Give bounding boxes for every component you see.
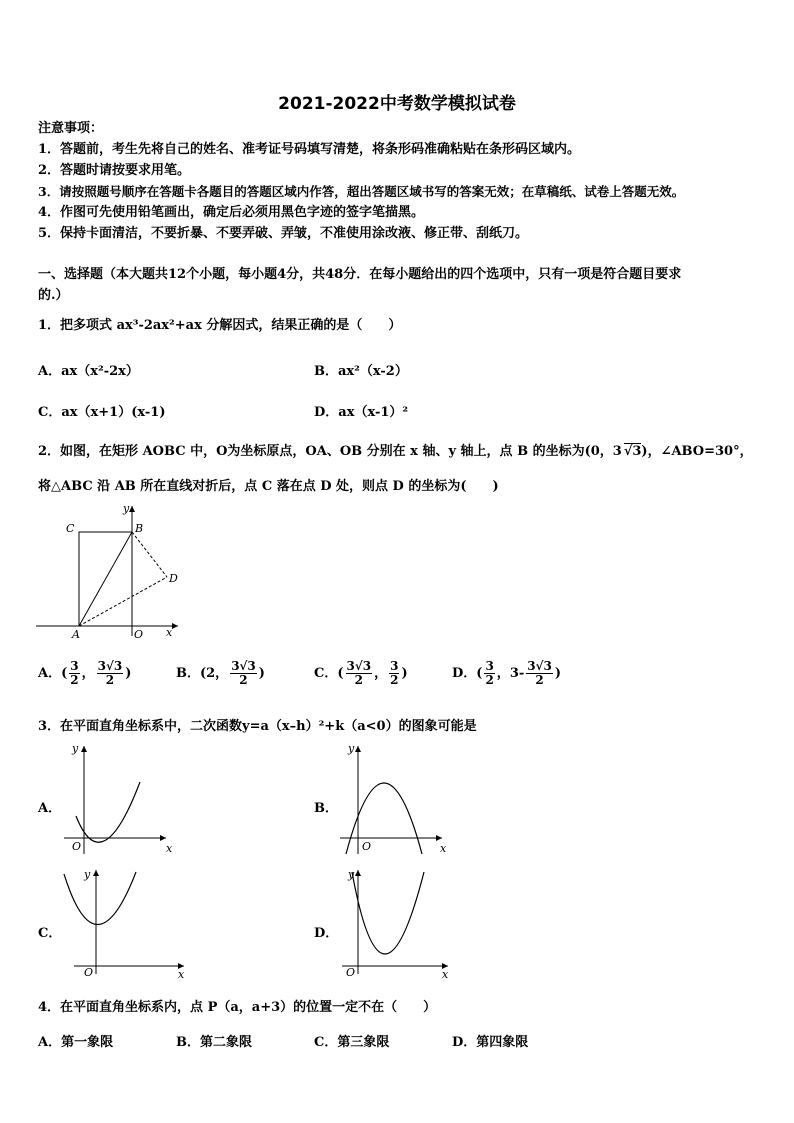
q2-a-frac2 <box>97 660 124 687</box>
q3c-x-label: x <box>178 968 185 981</box>
page-title: 2021-2022中考数学模拟试卷 <box>278 94 516 114</box>
q2-sqrt-value: 3 <box>632 444 642 459</box>
q3a-x-label: x <box>166 842 173 855</box>
q2-label-y: y <box>123 502 130 515</box>
q2-option-c <box>314 660 408 687</box>
q2-d-den1: 2 <box>485 673 494 687</box>
q3-option-b-label: B． <box>314 801 338 816</box>
q3b-y-arrow <box>355 746 361 752</box>
q2-label-a: A <box>72 628 80 641</box>
q2-d-comma: ， <box>496 666 510 681</box>
q2-c-den2: 2 <box>390 673 399 687</box>
q2-a-den2: 2 <box>105 673 115 687</box>
q3a-y-arrow <box>81 746 87 752</box>
q3-option-d-label: D． <box>314 926 339 941</box>
note-item-3: 3．请按照题号顺序在答题卡各题目的答题区域内作答，超出答题区域书写的答案无效；在草稿纸、试卷上答题无效。 <box>38 184 685 199</box>
q2-d-frac1 <box>484 660 494 687</box>
q2-b-den: 2 <box>239 673 248 687</box>
q3d-y-arrow <box>355 870 361 876</box>
q2-c-den1: 2 <box>354 673 363 687</box>
q3-option-c-label: C． <box>38 926 62 941</box>
q3d-origin: O <box>346 966 356 979</box>
q3b-parabola <box>346 783 422 854</box>
q2-x-arrow <box>172 623 178 629</box>
q3b-x-label: x <box>440 842 447 855</box>
q2-d-num1: 3 <box>485 659 494 673</box>
q2-c-num1: 3√3 <box>346 659 372 673</box>
q2-d-frac2 <box>526 660 553 687</box>
q2-option-d <box>452 660 561 687</box>
q2-figure <box>36 502 196 642</box>
q2-c-num2: 3 <box>390 659 399 673</box>
q2-stem-line1 <box>38 444 753 460</box>
section-heading-line1: 一、选择题（本大题共12个小题，每小题4分，共48分．在每小题给出的四个选项中，只有一项是符合题目要求 <box>38 267 682 282</box>
q3c-parabola <box>64 872 136 925</box>
q2-sqrt: √3 <box>623 444 642 459</box>
q3-stem: 3．在平面直角坐标系中，二次函数y=a（x–h）²+k（a<0）的图象可能是 <box>38 719 477 734</box>
q2-d-mid: 3- <box>509 666 525 681</box>
q4-option-b: B．第二象限 <box>176 1035 252 1050</box>
q2-stem-part2: )，∠ABO=30°， <box>641 444 753 459</box>
q2-dashed-bd <box>132 532 167 577</box>
q2-a-num2: 3√3 <box>97 659 123 673</box>
q4-stem: 4．在平面直角坐标系内，点 P（a，a+3）的位置一定不在（ ） <box>38 1000 437 1015</box>
q3c-y-arrow <box>93 870 99 876</box>
q2-b-close: ) <box>258 666 265 681</box>
q2-label-b: B <box>135 522 144 535</box>
q2-option-a <box>38 660 131 687</box>
q1-option-b: B．ax²（x-2） <box>314 364 408 379</box>
q2-c-comma: ， <box>374 666 388 681</box>
q2-a-den1: 2 <box>70 673 79 687</box>
q2-option-b <box>176 660 265 687</box>
q3c-y-label: y <box>84 868 91 881</box>
q3b-origin: O <box>362 840 372 853</box>
q3d-parabola <box>352 872 424 954</box>
q2-a-num1: 3 <box>70 659 79 673</box>
q2-label-x: x <box>166 626 173 639</box>
section-heading-line2: 的.） <box>38 288 69 303</box>
q2-a-comma: ， <box>81 666 95 681</box>
q2-b-num: 3√3 <box>231 659 256 673</box>
q2-stem-part1: 2．如图，在矩形 AOBC 中，O为坐标原点，OA、OB 分别在 x 轴、y 轴上，点 B 的坐标为(0，3 <box>38 444 622 459</box>
q2-d-label: D．( <box>452 666 483 681</box>
q3a-y-label: y <box>72 742 79 755</box>
q2-d-den2: 2 <box>535 673 544 687</box>
q3c-origin: O <box>84 966 94 979</box>
q3b-x-arrow <box>436 835 442 841</box>
q2-a-close: ) <box>125 666 132 681</box>
note-item-5: 5．保持卡面清洁，不要折暴、不要弄破、弄皱，不准使用涂改液、修正带、刮纸刀。 <box>38 226 529 241</box>
q2-b-label: B．(2， <box>176 666 229 681</box>
q3-graph-a <box>62 742 172 857</box>
q1-option-c: C．ax（x+1）(x-1) <box>38 405 166 420</box>
q3d-x-label: x <box>442 968 449 981</box>
q2-dashed-ad <box>79 577 167 626</box>
q2-d-close: ) <box>554 666 562 681</box>
q3-graph-d <box>338 866 458 981</box>
q3a-origin: O <box>72 840 82 853</box>
q3a-parabola <box>76 782 140 842</box>
q1-option-d: D．ax（x-1）² <box>314 405 409 420</box>
q3b-y-label: y <box>348 742 355 755</box>
q2-d-num2: 3√3 <box>527 659 552 673</box>
q2-y-arrow <box>129 506 135 512</box>
q2-c-frac2 <box>389 660 399 687</box>
q2-a-label: A．( <box>38 666 68 681</box>
notes-heading: 注意事项： <box>38 121 104 136</box>
q2-c-label: C．( <box>314 666 344 681</box>
q2-label-o: O <box>134 628 144 641</box>
q1-stem: 1．把多项式 ax³-2ax²+ax 分解因式，结果正确的是（ ） <box>38 318 402 333</box>
q2-label-d: D <box>169 572 178 585</box>
q2-a-frac1 <box>69 660 79 687</box>
q2-diagonal-ab <box>79 532 132 626</box>
q4-option-a: A．第一象限 <box>38 1035 114 1050</box>
q3-graph-b <box>338 742 448 857</box>
q3-graph-c <box>60 866 190 981</box>
q2-c-frac1 <box>346 660 373 687</box>
q2-stem-line2: 将△ABC 沿 AB 所在直线对折后，点 C 落在点 D 处，则点 D 的坐标为( ) <box>38 479 499 494</box>
note-item-2: 2．答题时请按要求用笔。 <box>38 163 191 178</box>
q4-option-d: D．第四象限 <box>452 1035 529 1050</box>
note-item-1: 1．答题前，考生先将自己的姓名、准考证号码填写清楚，将条形码准确粘贴在条形码区域内。 <box>38 142 581 157</box>
q2-c-close: ) <box>401 666 408 681</box>
q1-option-a: A．ax（x²-2x） <box>38 364 139 379</box>
q4-option-c: C．第三象限 <box>314 1035 390 1050</box>
note-item-4: 4．作图可先使用铅笔画出，确定后必须用黑色字迹的签字笔描黑。 <box>38 205 425 220</box>
q3-option-a-label: A． <box>38 801 62 816</box>
q3d-y-label: y <box>348 868 355 881</box>
q2-label-c: C <box>66 522 75 535</box>
q3a-x-arrow <box>160 835 166 841</box>
q2-b-frac <box>230 660 257 687</box>
